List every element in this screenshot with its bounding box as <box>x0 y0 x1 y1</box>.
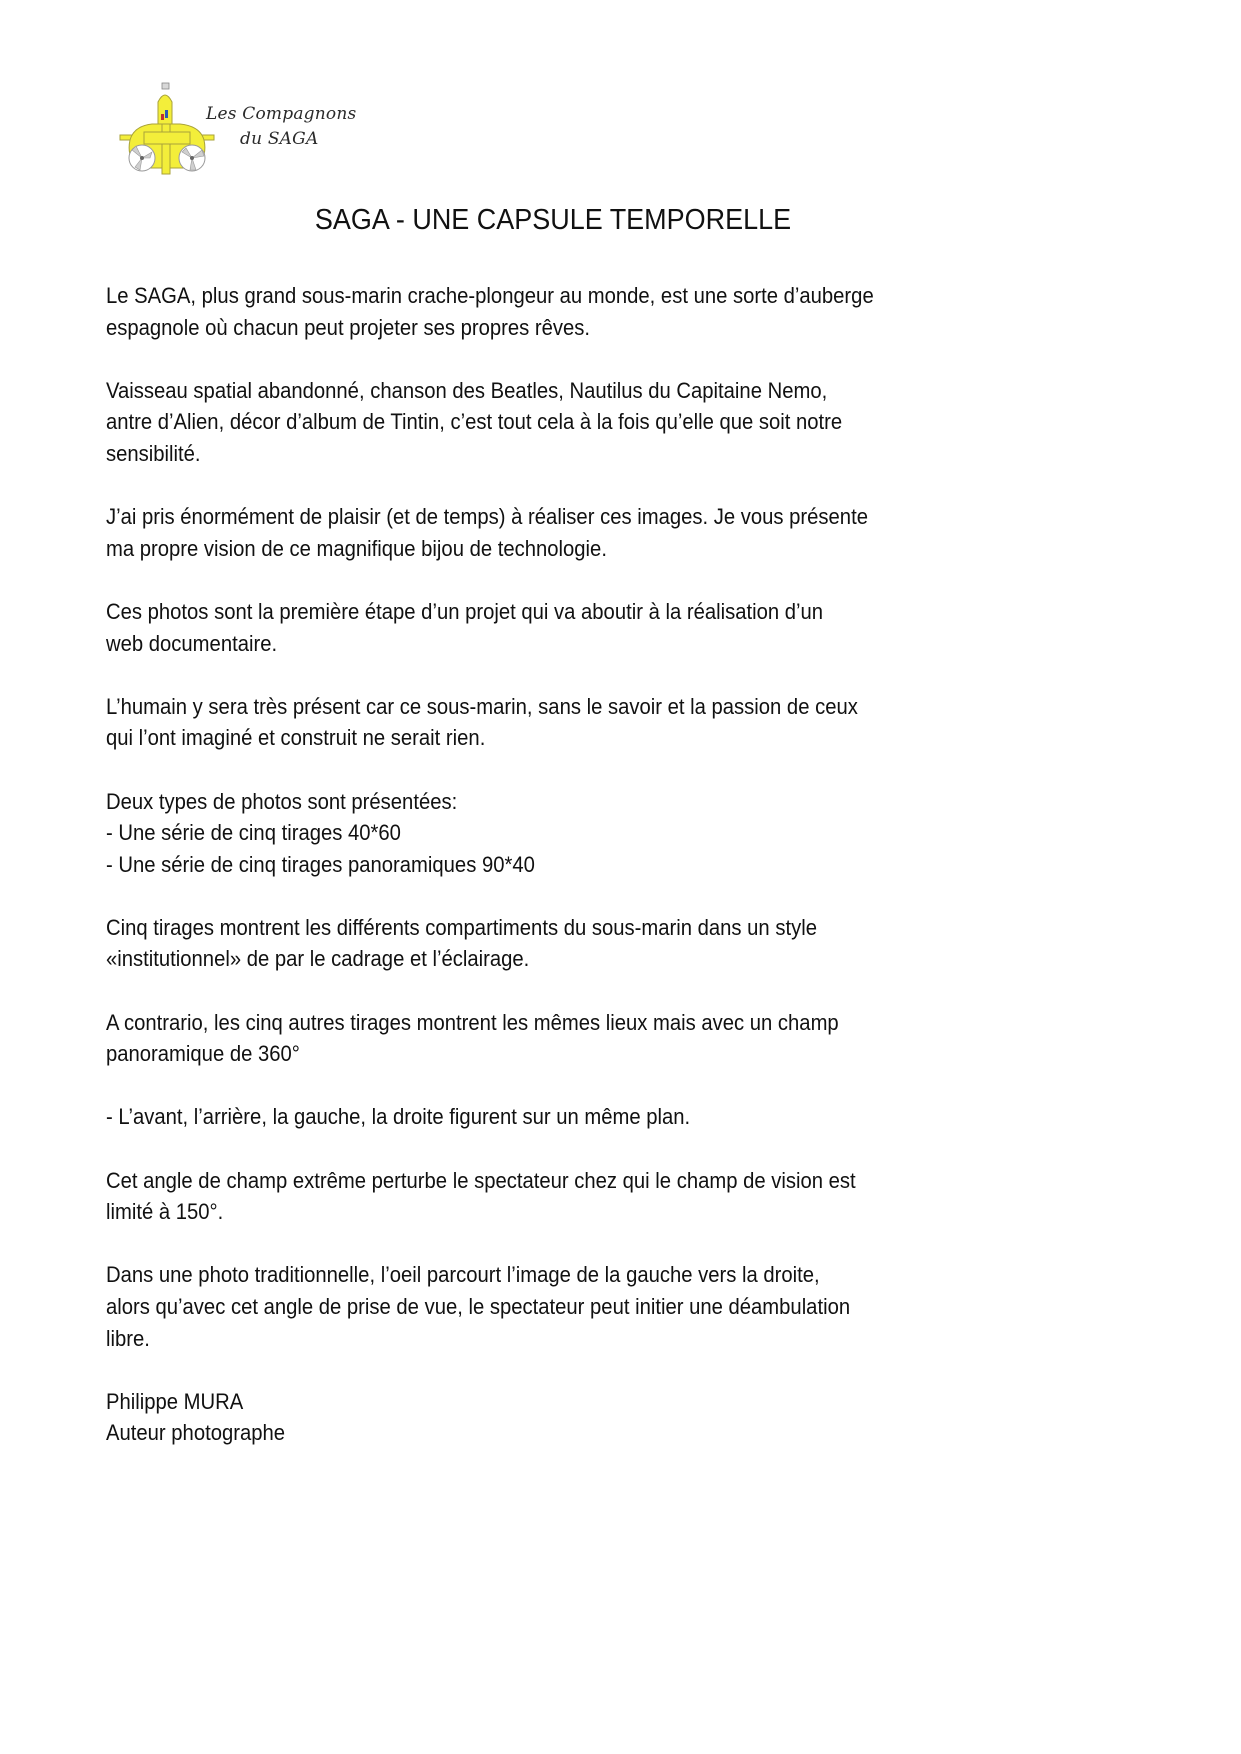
text-line: - L’avant, l’arrière, la gauche, la droite figurent sur un même plan. <box>106 1104 691 1130</box>
paragraph <box>106 375 1106 470</box>
document-body <box>106 280 1106 1449</box>
paragraph <box>106 1165 1106 1228</box>
text-line: Le SAGA, plus grand sous-marin crache-plongeur au monde, est une sorte d’auberge <box>106 283 874 308</box>
paragraph <box>106 1007 1106 1070</box>
paragraph <box>106 1259 1106 1354</box>
signature <box>106 1386 1106 1449</box>
text-line: panoramique de 360° <box>106 1041 300 1067</box>
page-title: SAGA - UNE CAPSULE TEMPORELLE <box>314 204 792 236</box>
text-line: L’humain y sera très présent car ce sous-marin, sans le savoir et la passion de ceux <box>106 693 858 719</box>
text-line: ma propre vision de ce magnifique bijou de technologie. <box>106 535 607 561</box>
list-item: - Une série de cinq tirages panoramiques 90*40 <box>106 851 535 877</box>
text-line: qui l’ont imaginé et construit ne serait rien. <box>106 725 486 751</box>
text-line: espagnole où chacun peut projeter ses propres rêves. <box>106 314 591 340</box>
paragraph <box>106 596 1106 659</box>
paragraph <box>106 912 1106 975</box>
submarine-icon <box>118 80 218 175</box>
text-line: web documentaire. <box>106 630 278 656</box>
paragraph <box>106 1101 1106 1133</box>
text-line: alors qu’avec cet angle de prise de vue, le spectateur peut initier une déambulation <box>106 1294 851 1319</box>
text-line: Cet angle de champ extrême perturbe le spectateur chez qui le champ de vision est <box>106 1167 856 1193</box>
text-line: A contrario, les cinq autres tirages montrent les mêmes lieux mais avec un champ <box>106 1009 839 1035</box>
text-line: sensibilité. <box>106 440 201 466</box>
text-line: libre. <box>106 1325 150 1351</box>
paragraph <box>106 691 1106 754</box>
text-line: limité à 150°. <box>106 1199 224 1225</box>
text-line: antre d’Alien, décor d’album de Tintin, c’est tout cela à la fois qu’elle que soit notre <box>106 409 843 435</box>
text-line: J’ai pris énormément de plaisir (et de temps) à réaliser ces images. Je vous présente <box>106 504 868 530</box>
paragraph <box>106 501 1106 564</box>
logo <box>118 80 378 175</box>
logo-name-line2: du SAGA <box>240 129 319 149</box>
text-line: Vaisseau spatial abandonné, chanson des Beatles, Nautilus du Capitaine Nemo, <box>106 377 828 403</box>
text-line: Cinq tirages montrent les différents compartiments du sous-marin dans un style <box>106 914 817 940</box>
author-name: Philippe MURA <box>106 1388 244 1414</box>
text-line: Dans une photo traditionnelle, l’oeil parcourt l’image de la gauche vers la droite, <box>106 1262 820 1288</box>
author-role: Auteur photographe <box>106 1420 286 1446</box>
paragraph <box>106 280 1106 343</box>
paragraph-list <box>106 786 1106 881</box>
text-line: «institutionnel» de par le cadrage et l’éclairage. <box>106 946 530 972</box>
list-item: - Une série de cinq tirages 40*60 <box>106 820 401 846</box>
logo-name-line1: Les Compagnons <box>206 104 357 124</box>
text-line: Ces photos sont la première étape d’un projet qui va aboutir à la réalisation d’un <box>106 598 824 624</box>
text-line: Deux types de photos sont présentées: <box>106 788 458 814</box>
